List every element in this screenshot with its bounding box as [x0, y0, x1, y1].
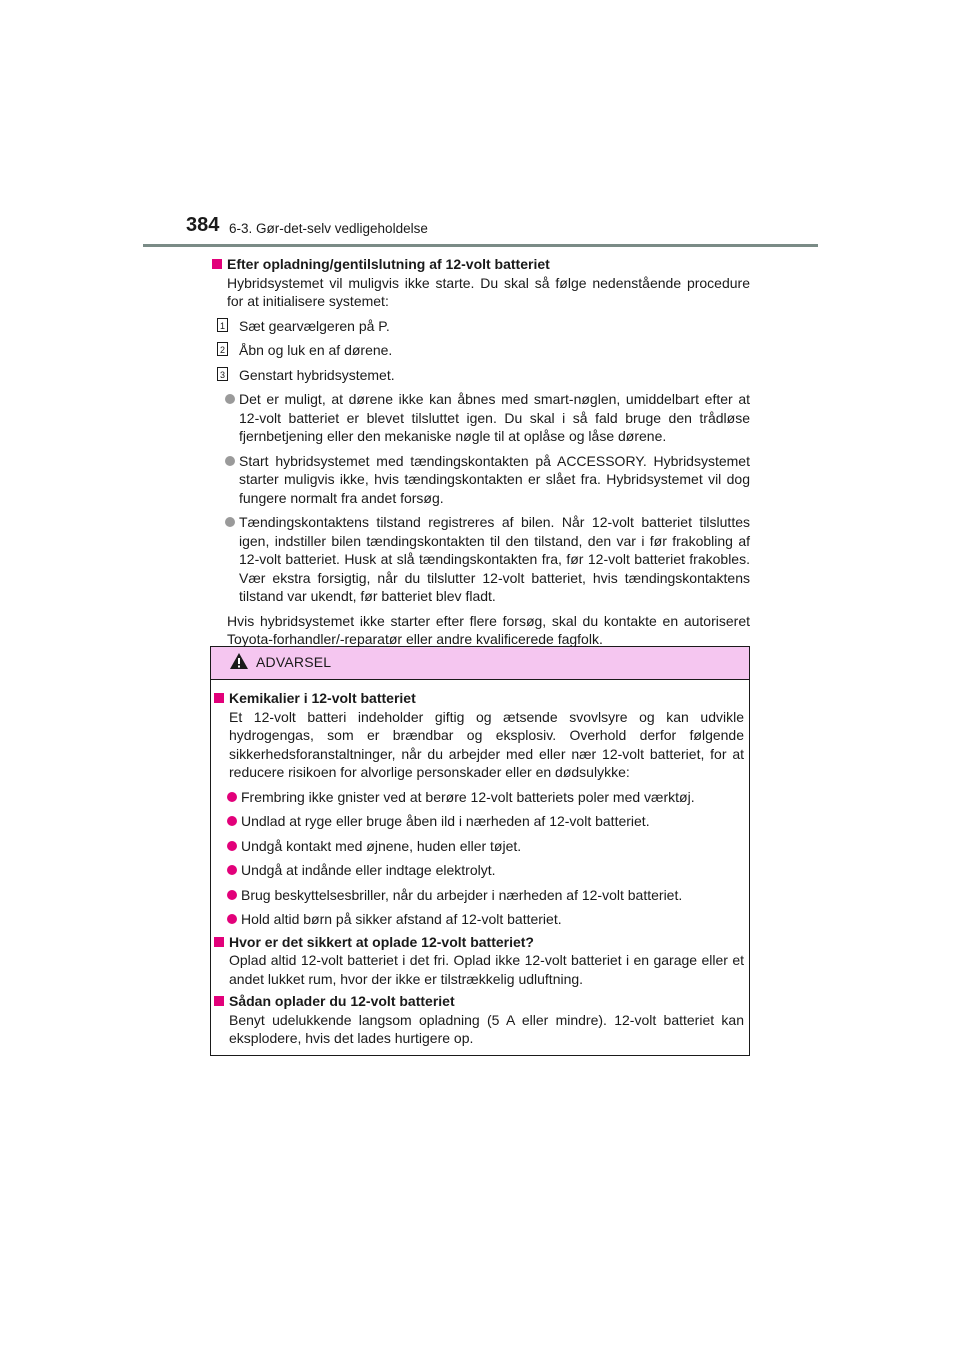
- step-number: 2: [217, 342, 228, 356]
- warning-item-text: Undgå kontakt med øjnene, huden eller tøjet.: [241, 837, 522, 854]
- round-bullet-icon: [225, 517, 235, 527]
- warning-item-text: Frembring ikke gnister ved at berøre 12-volt batteriets poler med værktøj.: [241, 788, 695, 805]
- warning-section-heading-text: Kemikalier i 12-volt batteriet: [229, 690, 416, 706]
- square-bullet-icon: [212, 259, 222, 269]
- section-intro: Hybridsystemet vil muligvis ikke starte. Du skal så følge nedenstående procedure for at initialisere systemet:: [227, 274, 750, 309]
- round-bullet-icon: [227, 890, 237, 900]
- square-bullet-icon: [214, 996, 224, 1006]
- step-item: [212, 366, 750, 385]
- warning-triangle-icon: [229, 652, 249, 675]
- warning-section-text: Et 12-volt batteri indeholder giftig og ætsende svovlsyre og kan udvikle hydrogengas, som er brændbar og eksplosiv. Overhold derfor følgende sikkerhedsforanstaltninger, når du arbejder med eller nær 12-volt batteriet, for at reducere risikoen for alvorlige personskader eller en dødsulykke:: [229, 708, 744, 780]
- square-bullet-icon: [214, 693, 224, 703]
- warning-item-text: Hold altid børn på sikker afstand af 12-volt batteriet.: [241, 911, 562, 927]
- warning-item: [214, 812, 744, 831]
- warning-item-text: Undgå at indånde eller indtage elektrolyt.: [241, 862, 496, 878]
- section-heading: [212, 255, 750, 274]
- note-item: [212, 513, 750, 606]
- page-number: 384: [186, 214, 220, 236]
- step-item: [212, 317, 750, 336]
- warning-body: [214, 689, 744, 1048]
- warning-section-heading: [214, 689, 744, 708]
- step-item: [212, 341, 750, 360]
- warning-item: [214, 837, 744, 856]
- closing-paragraph: Hvis hybridsystemet ikke starter efter flere forsøg, skal du kontakte en autoriseret Toyota-forhandler/-reparatør eller andre kvalificerede fagfolk.: [227, 612, 750, 647]
- round-bullet-icon: [225, 456, 235, 466]
- step-number: 1: [217, 318, 228, 332]
- warning-item: [214, 788, 744, 807]
- warning-item: [214, 886, 744, 905]
- section-heading-text: Efter opladning/gentilslutning af 12-volt batteriet: [227, 256, 550, 272]
- warning-item-text: Undlad at ryge eller bruge åben ild i nærheden af 12-volt batteriet.: [241, 813, 650, 829]
- chapter-title: 6-3. Gør-det-selv vedligeholdelse: [229, 221, 428, 236]
- warning-item-text: Brug beskyttelsesbriller, når du arbejder i nærheden af 12-volt batteriet.: [241, 886, 683, 903]
- round-bullet-icon: [227, 816, 237, 826]
- section-after-charging: [212, 255, 750, 649]
- note-text: Start hybridsystemet med tændingskontakten på ACCESSORY. Hybridsystemet starter muligvis ikke, hvis tændingskontakten er slået fra. Hybridsystemet vil dog fungere normalt fra andet forsøg.: [239, 452, 750, 506]
- warning-item: [214, 861, 744, 880]
- square-bullet-icon: [214, 937, 224, 947]
- header-rule: [143, 244, 818, 247]
- warning-header: [211, 647, 749, 680]
- warning-section-text: Oplad altid 12-volt batteriet i det fri. Oplad ikke 12-volt batteriet i en garage eller et andet lukket rum, hvor der ikke er tilstrækkelig udluftning.: [229, 952, 744, 987]
- warning-section-heading: [214, 992, 744, 1011]
- note-item: [212, 390, 750, 446]
- warning-section-text: Benyt udelukkende langsom opladning (5 A eller mindre). 12-volt batteriet kan eksplodere, hvis det lades hurtigere op.: [229, 1011, 744, 1046]
- note-text: Det er muligt, at dørene ikke kan åbnes med smart-nøglen, umiddelbart efter at 12-volt batteriet er blevet tilsluttet igen. Du skal i så fald bruge den trådløse fjernbetjening eller den mekaniske nøgle til at oplåse og låse dørene.: [239, 391, 750, 444]
- step-number: 3: [217, 367, 228, 381]
- warning-box: [210, 646, 750, 1056]
- warning-section-heading: [214, 933, 744, 952]
- step-text: Sæt gearvælgeren på P.: [239, 317, 390, 334]
- round-bullet-icon: [225, 394, 235, 404]
- note-text: Tændingskontaktens tilstand registreres af bilen. Når 12-volt batteriet tilsluttes igen, indstiller bilen tændingskontakten til den tilstand, den var i før frakobling af 12-volt batteriet. Husk at slå tændingskontakten fra, før 12-volt batteriet frakobles. Vær ekstra forsigtig, når du tilslutter 12-volt batteriet, hvis tændingskontaktens tilstand var ukendt, før batteriet blev fladt.: [239, 514, 750, 604]
- step-text: Genstart hybridsystemet.: [239, 366, 395, 383]
- warning-section-heading-text: Sådan oplader du 12-volt batteriet: [229, 993, 455, 1009]
- round-bullet-icon: [227, 841, 237, 851]
- round-bullet-icon: [227, 914, 237, 924]
- warning-title: ADVARSEL: [256, 654, 332, 670]
- warning-item: [214, 910, 744, 929]
- round-bullet-icon: [227, 792, 237, 802]
- step-text: Åbn og luk en af dørene.: [239, 342, 393, 358]
- note-item: [212, 452, 750, 508]
- warning-section-heading-text: Hvor er det sikkert at oplade 12-volt batteriet?: [229, 933, 534, 950]
- round-bullet-icon: [227, 865, 237, 875]
